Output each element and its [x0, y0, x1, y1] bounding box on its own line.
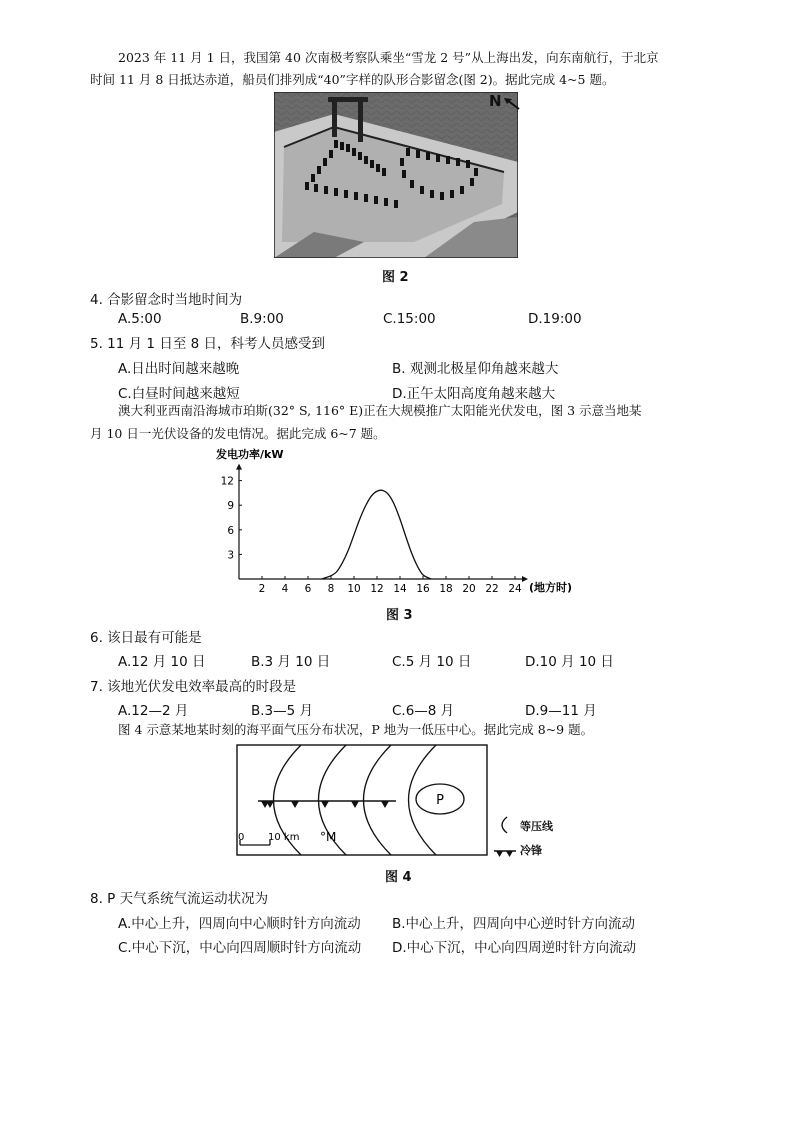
q8-option-d[interactable]: D.中心下沉，中心向四周逆时针方向流动 — [392, 940, 637, 956]
x-tick-label: 10 — [347, 583, 361, 595]
x-tick-label: 8 — [327, 583, 335, 595]
q5-option-c[interactable]: C.白昼时间越来越短 — [118, 386, 240, 402]
intro-2-line-1: 澳大利亚西南沿海城市珀斯(32° S, 116° E)正在大规模推广太阳能光伏发电，图 3 示意当地某 — [118, 403, 642, 418]
q5-option-d[interactable]: D.正午太阳高度角越来越大 — [392, 386, 556, 402]
y-axis-label: 发电功率/kW — [216, 448, 284, 461]
question-4-stem: 4. 合影留念时当地时间为 — [90, 292, 243, 308]
q5-option-a[interactable]: A.日出时间越来越晚 — [118, 361, 240, 377]
m-label: °M — [320, 830, 337, 844]
y-tick-label: 3 — [227, 549, 234, 562]
y-axis-arrow — [236, 464, 242, 470]
q4-option-d[interactable]: D.19:00 — [528, 311, 582, 327]
cold-front-legend-icon — [494, 844, 516, 863]
x-tick-label: 4 — [281, 583, 289, 595]
x-tick-label: 20 — [462, 583, 476, 595]
figure-3-chart — [210, 446, 600, 606]
scale-zero: 0 — [238, 832, 245, 843]
figure-3-caption: 图 3 — [386, 608, 413, 623]
q6-option-d[interactable]: D.10 月 10 日 — [525, 654, 614, 670]
q5-option-b[interactable]: B. 观测北极星仰角越来越大 — [392, 361, 559, 377]
x-axis-label: (地方时) — [529, 581, 573, 594]
question-8-stem: 8. P 天气系统气流运动状况为 — [90, 891, 269, 907]
q7-option-a[interactable]: A.12—2 月 — [118, 703, 189, 719]
x-tick-label: 6 — [304, 583, 312, 595]
figure-4-caption: 图 4 — [385, 870, 412, 885]
q4-option-a[interactable]: A.5:00 — [118, 311, 162, 327]
figure-2-caption: 图 2 — [382, 270, 409, 285]
q6-option-c[interactable]: C.5 月 10 日 — [392, 654, 472, 670]
p-label: P — [436, 793, 444, 808]
intro-3-line-1: 图 4 示意某地某时刻的海平面气压分布状况，P 地为一低压中心。据此完成 8~9 题。 — [118, 722, 594, 737]
y-tick-label: 9 — [227, 500, 234, 513]
q4-option-c[interactable]: C.15:00 — [383, 311, 436, 327]
q8-option-b[interactable]: B.中心上升，四周向中心逆时针方向流动 — [392, 916, 636, 932]
q4-option-b[interactable]: B.9:00 — [240, 311, 284, 327]
figure-4-isobar-map — [236, 744, 488, 856]
north-arrow-icon — [503, 96, 521, 115]
x-tick-label: 22 — [485, 583, 499, 595]
intro-2-line-2: 月 10 日一光伏设备的发电情况。据此完成 6~7 题。 — [90, 426, 386, 441]
x-tick-label: 2 — [258, 583, 266, 595]
cold-front-legend-label: 冷锋 — [520, 844, 542, 857]
q8-option-a[interactable]: A.中心上升，四周向中心顺时针方向流动 — [118, 916, 361, 932]
question-7-stem: 7. 该地光伏发电效率最高的时段是 — [90, 679, 297, 695]
x-tick-label: 12 — [370, 583, 384, 595]
north-label: N — [489, 92, 502, 110]
x-tick-label: 14 — [393, 583, 407, 595]
question-6-stem: 6. 该日最有可能是 — [90, 630, 202, 646]
q7-option-d[interactable]: D.9—11 月 — [525, 703, 597, 719]
scale-label: 10 km — [268, 832, 300, 843]
question-5-stem: 5. 11 月 1 日至 8 日，科考人员感受到 — [90, 336, 325, 352]
intro-1-line-2: 时间 11 月 8 日抵达赤道，船员们排列成“40”字样的队形合影留念(图 2)。据此完成 4~5 题。 — [90, 72, 615, 87]
x-tick-label: 16 — [416, 583, 430, 595]
q7-option-b[interactable]: B.3—5 月 — [251, 703, 314, 719]
power-curve — [322, 490, 431, 579]
intro-1-line-1: 2023 年 11 月 1 日，我国第 40 次南极考察队乘坐“雪龙 2 号”从上海出发，向东南航行，于北京 — [118, 50, 659, 65]
q8-option-c[interactable]: C.中心下沉，中心向四周顺时针方向流动 — [118, 940, 362, 956]
figure-2-photo — [274, 92, 518, 258]
q6-option-a[interactable]: A.12 月 10 日 — [118, 654, 206, 670]
q6-option-b[interactable]: B.3 月 10 日 — [251, 654, 331, 670]
y-tick-label: 6 — [227, 524, 234, 537]
q7-option-c[interactable]: C.6—8 月 — [392, 703, 455, 719]
y-tick-label: 12 — [220, 475, 234, 488]
x-tick-label: 24 — [508, 583, 522, 595]
x-axis-arrow — [522, 576, 528, 582]
x-tick-label: 18 — [439, 583, 453, 595]
isobar-legend-label: 等压线 — [520, 820, 553, 833]
isobar-legend-icon — [495, 816, 511, 838]
